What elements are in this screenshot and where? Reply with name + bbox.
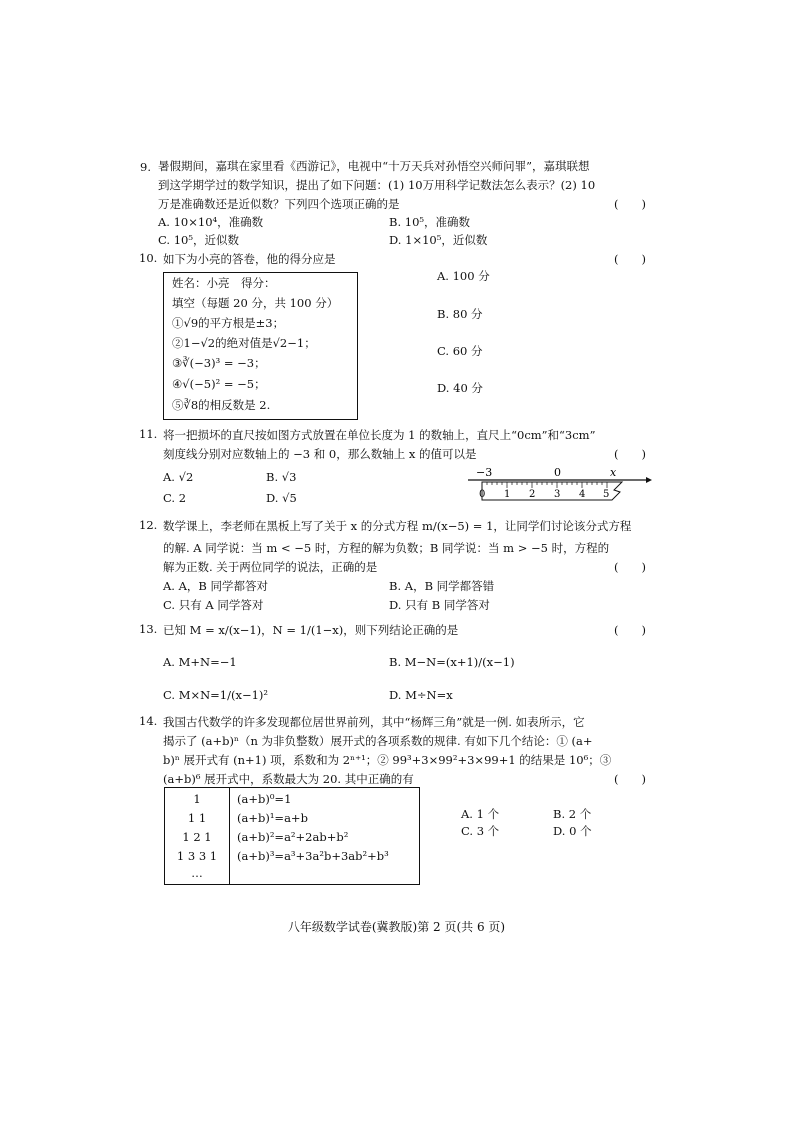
q10-option-d: D. 40 分: [437, 381, 483, 395]
q11-option-c: C. 2: [163, 491, 187, 505]
axis-label: x: [610, 466, 617, 479]
axis-label: −3: [476, 466, 493, 479]
q9-option-d: D. 1×10⁵，近似数: [389, 233, 488, 247]
question-number: 14.: [139, 714, 158, 728]
q14-option-b: B. 2 个: [553, 807, 592, 821]
ruler-label: 2: [529, 489, 536, 500]
q10-answer-card: [163, 272, 358, 420]
q14-option-a: A. 1 个: [461, 807, 500, 821]
triangle-row: 1 1: [187, 811, 207, 825]
q13-option-d: D. M÷N=x: [389, 688, 453, 702]
card-line: 姓名：小亮 得分：: [172, 276, 276, 290]
q14-option-d: D. 0 个: [553, 824, 592, 838]
q13-stem: 已知 M = x/(x−1)，N = 1/(1−x)，则下列结论正确的是: [163, 623, 459, 637]
q11-option-a: A. √2: [163, 470, 194, 484]
ruler-label: 5: [603, 489, 610, 500]
table-divider: [229, 788, 230, 884]
q10-answer-bracket: ( ): [614, 252, 646, 266]
card-line: 填空（每题 20 分，共 100 分）: [172, 296, 339, 310]
q9-option-c: C. 10⁵，近似数: [158, 233, 239, 247]
ruler-ticks: [482, 482, 607, 488]
expansion-formula: (a+b)³=a³+3a²b+3ab²+b³: [237, 849, 389, 863]
q9-option-a: A. 10×10⁴，准确数: [158, 215, 264, 229]
ruler-label: 0: [479, 489, 486, 500]
q12-option-d: D. 只有 B 同学答对: [389, 598, 490, 612]
expansion-formula: (a+b)²=a²+2ab+b²: [237, 830, 349, 844]
triangle-row: 1 2 1: [182, 830, 212, 844]
number-line-arrow: [646, 477, 652, 483]
q13-answer-bracket: ( ): [614, 623, 646, 637]
triangle-row: 1: [193, 792, 201, 806]
q10-option-c: C. 60 分: [437, 344, 483, 358]
axis-label: 0: [554, 466, 561, 479]
q13-option-b: B. M−N=(x+1)/(x−1): [389, 655, 515, 669]
ruler-label: 1: [504, 489, 511, 500]
triangle-row: 1 3 3 1: [176, 849, 218, 863]
q9-line-2: 到这学期学过的数学知识，提出了如下问题：(1) 10万用科学记数法怎么表示？(2) 10: [158, 178, 596, 192]
q14-line-4: (a+b)⁶ 展开式中，系数最大为 20. 其中正确的有: [163, 772, 414, 786]
expansion-formula: (a+b)⁰=1: [237, 792, 292, 806]
q12-option-b: B. A，B 同学都答错: [389, 579, 495, 593]
card-line: ④√(−5)² = −5；: [172, 377, 266, 391]
number-line-ruler-figure: [462, 464, 654, 506]
q12-option-a: A. A，B 同学都答对: [163, 579, 269, 593]
q12-line-2: 的解. A 同学说：当 m < −5 时，方程的解为负数；B 同学说：当 m > −5 时，方程的: [163, 541, 610, 555]
q14-line-2: 揭示了 (a+b)ⁿ（n 为非负整数）展开式的各项系数的规律. 有如下几个结论：① (a+: [163, 734, 593, 748]
q13-option-c: C. M×N=1/(x−1)²: [163, 688, 269, 702]
q11-answer-bracket: ( ): [614, 447, 646, 461]
q9-option-b: B. 10⁵，准确数: [389, 215, 471, 229]
q12-line-1: 数学课上，李老师在黑板上写了关于 x 的分式方程 m/(x−5) = 1，让同学们讨论该分式方程: [163, 519, 632, 533]
q10-stem: 如下为小亮的答卷，他的得分应是: [163, 252, 336, 266]
q12-option-c: C. 只有 A 同学答对: [163, 598, 264, 612]
question-number: 10.: [139, 251, 158, 265]
q9-line-1: 暑假期间，嘉琪在家里看《西游记》，电视中“十万天兵对孙悟空兴师问罪”，嘉琪联想: [158, 159, 590, 173]
yang-hui-triangle-table: [164, 787, 420, 885]
expansion-formula: (a+b)¹=a+b: [237, 811, 308, 825]
question-number: 12.: [139, 518, 158, 532]
q10-option-b: B. 80 分: [437, 307, 483, 321]
q14-line-3: b)ⁿ 展开式有 (n+1) 项，系数和为 2ⁿ⁺¹；② 99³+3×99²+3×99+1 的结果是 10⁶；③: [163, 753, 612, 767]
q14-answer-bracket: ( ): [614, 772, 646, 786]
question-number: 11.: [139, 427, 158, 441]
page-footer: 八年级数学试卷(冀教版)第 2 页(共 6 页): [287, 920, 506, 934]
question-number: 13.: [139, 622, 158, 636]
q11-line-2: 刻度线分别对应数轴上的 −3 和 0，那么数轴上 x 的值可以是: [163, 447, 477, 461]
card-line: ②1−√2的绝对值是√2−1；: [172, 336, 316, 350]
q14-line-1: 我国古代数学的许多发现都位居世界前列，其中“杨辉三角”就是一例. 如表所示，它: [163, 715, 585, 729]
ruler-label: 4: [579, 489, 586, 500]
q11-line-1: 将一把损坏的直尺按如图方式放置在单位长度为 1 的数轴上，直尺上“0cm”和“3cm”: [163, 428, 596, 442]
card-line: ③∛(−3)³ = −3；: [172, 356, 266, 370]
q9-answer-bracket: ( ): [614, 197, 646, 211]
q10-option-a: A. 100 分: [437, 269, 490, 283]
q11-option-b: B. √3: [266, 470, 297, 484]
q14-option-c: C. 3 个: [461, 824, 500, 838]
card-line: ⑤∛8的相反数是 2.: [172, 398, 271, 412]
triangle-row: …: [191, 866, 203, 880]
q12-answer-bracket: ( ): [614, 560, 646, 574]
card-line: ①√9的平方根是±3；: [172, 316, 285, 330]
q12-line-3: 解为正数. 关于两位同学的说法，正确的是: [163, 560, 378, 574]
ruler-label: 3: [554, 489, 561, 500]
question-number: 9.: [140, 160, 151, 174]
q11-option-d: D. √5: [266, 491, 297, 505]
q9-line-3: 万是准确数还是近似数？下列四个选项正确的是: [158, 197, 400, 211]
q13-option-a: A. M+N=−1: [163, 655, 237, 669]
